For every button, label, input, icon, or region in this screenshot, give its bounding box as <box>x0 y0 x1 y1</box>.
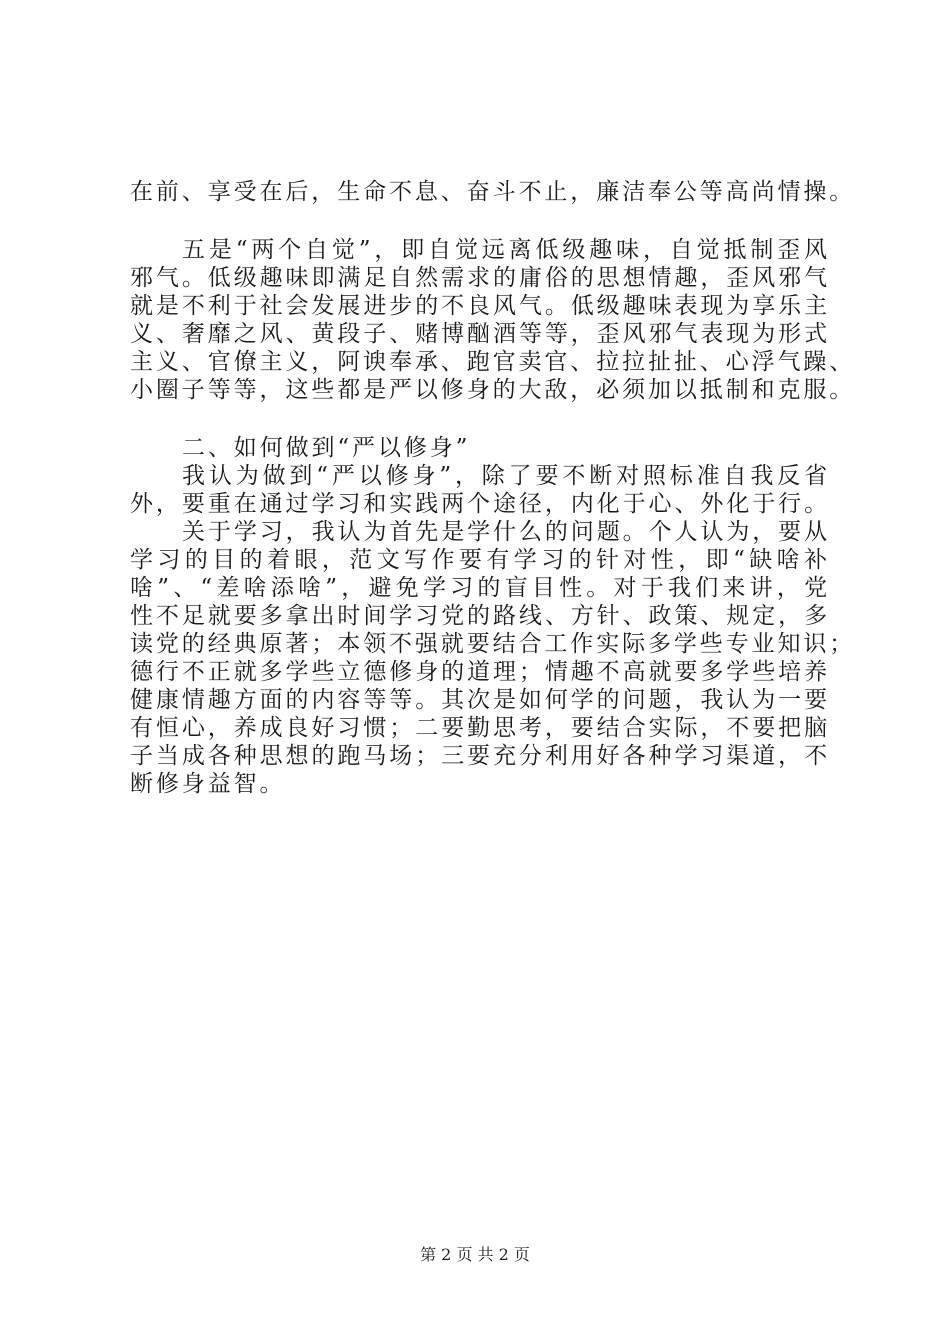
body-line: 外，要重在通过学习和实践两个途径，内化于心、外化于行。 <box>130 491 830 517</box>
paragraph-first-line: 五是“两个自觉”，即自觉远离低级趣味，自觉抵制歪风 <box>182 237 830 263</box>
body-line: 主义、官僚主义，阿谀奉承、跑官卖官、拉拉扯扯、心浮气躁、 <box>130 349 856 375</box>
body-line: 啥”、“差啥添啥”，避免学习的盲目性。对于我们来讲，党 <box>130 575 830 601</box>
body-line: 在前、享受在后，生命不息、奋斗不止，廉洁奉公等高尚情操。 <box>130 179 856 205</box>
body-line: 邪气。低级趣味即满足自然需求的庸俗的思想情趣，歪风邪气 <box>130 265 830 291</box>
paragraph-first-line: 关于学习，我认为首先是学什么的问题。个人认为，要从 <box>182 519 830 545</box>
body-line: 就是不利于社会发展进步的不良风气。低级趣味表现为享乐主 <box>130 293 830 319</box>
body-line: 学习的目的着眼，范文写作要有学习的针对性，即“缺啥补 <box>130 547 830 573</box>
section-heading: 二、如何做到“严以修身” <box>182 435 471 461</box>
body-line: 性不足就要多拿出时间学习党的路线、方针、政策、规定，多 <box>130 603 830 629</box>
body-line: 德行不正就多学些立德修身的道理；情趣不高就要多学些培养 <box>130 659 830 685</box>
page-number: 第 2 页 共 2 页 <box>420 1245 530 1264</box>
body-line: 断修身益智。 <box>130 771 286 797</box>
body-line: 子当成各种思想的跑马场；三要充分利用好各种学习渠道，不 <box>130 743 830 769</box>
body-line: 健康情趣方面的内容等等。其次是如何学的问题，我认为一要 <box>130 687 830 713</box>
body-line: 有恒心，养成良好习惯；二要勤思考，要结合实际，不要把脑 <box>130 715 830 741</box>
body-line: 义、奢靡之风、黄段子、赌博酗酒等等，歪风邪气表现为形式 <box>130 321 830 347</box>
body-line: 读党的经典原著；本领不强就要结合工作实际多学些专业知识； <box>130 631 856 657</box>
paragraph-first-line: 我认为做到“严以修身”，除了要不断对照标准自我反省 <box>182 463 830 489</box>
body-line: 小圈子等等，这些都是严以修身的大敌，必须加以抵制和克服。 <box>130 377 856 403</box>
